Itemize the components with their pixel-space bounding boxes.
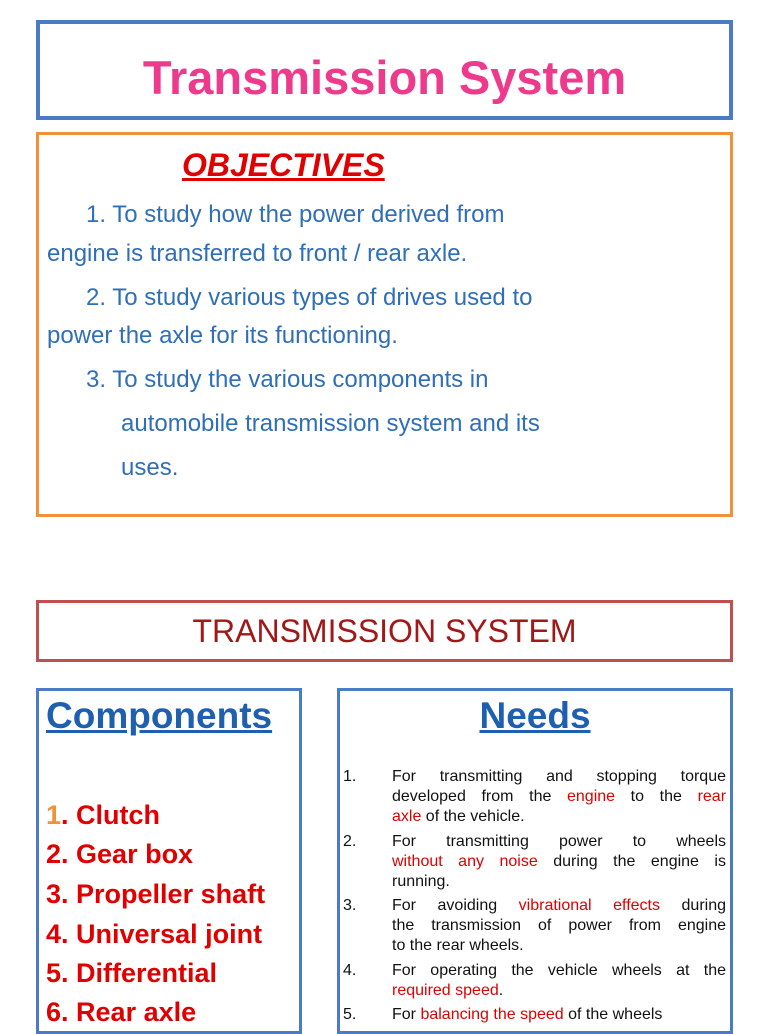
need-text [392,896,726,956]
need-number: 1. [343,768,357,785]
need-text-line: running. [392,873,450,890]
need-number: 2. [343,833,357,850]
highlighted-phrase: required speed [392,982,499,999]
need-text-line: axle of the vehicle. [392,808,525,825]
component-label: . Propeller shaft [61,879,266,909]
objectives-panel [36,132,733,517]
component-number: 5 [46,958,62,988]
need-text-line: to the rear wheels. [392,937,524,954]
components-panel [36,688,302,1034]
need-text [392,767,726,827]
needs-heading: Needs [479,695,591,736]
need-text-line: required speed. [392,982,504,999]
need-text-line: For transmitting power to wheels [392,833,726,850]
need-number: 4. [343,962,357,979]
highlighted-phrase: vibrational effects [518,897,660,914]
component-number: 2 [46,839,62,869]
section-banner [36,600,733,662]
objective-line: 3. To study the various components in [86,366,489,393]
components-heading: Components [46,695,273,736]
component-item [46,919,262,950]
component-number: 4 [46,919,62,949]
need-text [392,1005,726,1025]
objectives-heading: OBJECTIVES [182,147,385,183]
page-title: Transmission System [142,51,627,104]
need-text-line: For operating the vehicle wheels at the [392,962,726,979]
need-number: 3. [343,897,357,914]
highlighted-phrase: balancing the speed [420,1006,564,1023]
highlighted-phrase: axle [392,808,422,825]
need-text-line: the transmission of power from engine [392,917,726,934]
component-number: 6 [46,997,62,1027]
need-text [392,961,726,1001]
needs-panel [337,688,733,1034]
highlighted-phrase: engine [567,788,616,805]
highlighted-phrase: without any noise [392,853,538,870]
need-text [392,832,726,892]
need-text-line: developed from the engine to the rear [392,788,727,805]
component-item [46,879,265,910]
component-item [46,839,193,870]
need-text-line: without any noise during the engine is [392,853,726,870]
objective-line: engine is transferred to front / rear axle. [47,240,468,267]
component-label: . Rear axle [61,997,197,1027]
component-label: . Clutch [61,800,161,830]
need-text-line: For transmitting and stopping torque [392,768,726,785]
component-item [46,958,217,989]
objective-line: 2. To study various types of drives used to [86,284,533,311]
title-banner [36,20,733,120]
objective-line: power the axle for its functioning. [47,322,398,349]
component-item [46,800,160,831]
component-label: . Gear box [61,839,194,869]
objective-line: automobile transmission system and its [121,410,540,437]
component-number: 1 [46,800,62,830]
component-item [46,997,196,1028]
need-text-line: For balancing the speed of the wheels [392,1006,663,1023]
need-text-line: For avoiding vibrational effects during [392,897,726,914]
component-number: 3 [46,879,62,909]
component-label: . Universal joint [61,919,263,949]
objective-line: 1. To study how the power derived from [86,201,505,228]
need-number: 5. [343,1006,357,1023]
component-label: . Differential [61,958,218,988]
objective-line: uses. [121,454,179,481]
highlighted-phrase: rear [697,788,727,805]
section-title: TRANSMISSION SYSTEM [192,613,577,649]
